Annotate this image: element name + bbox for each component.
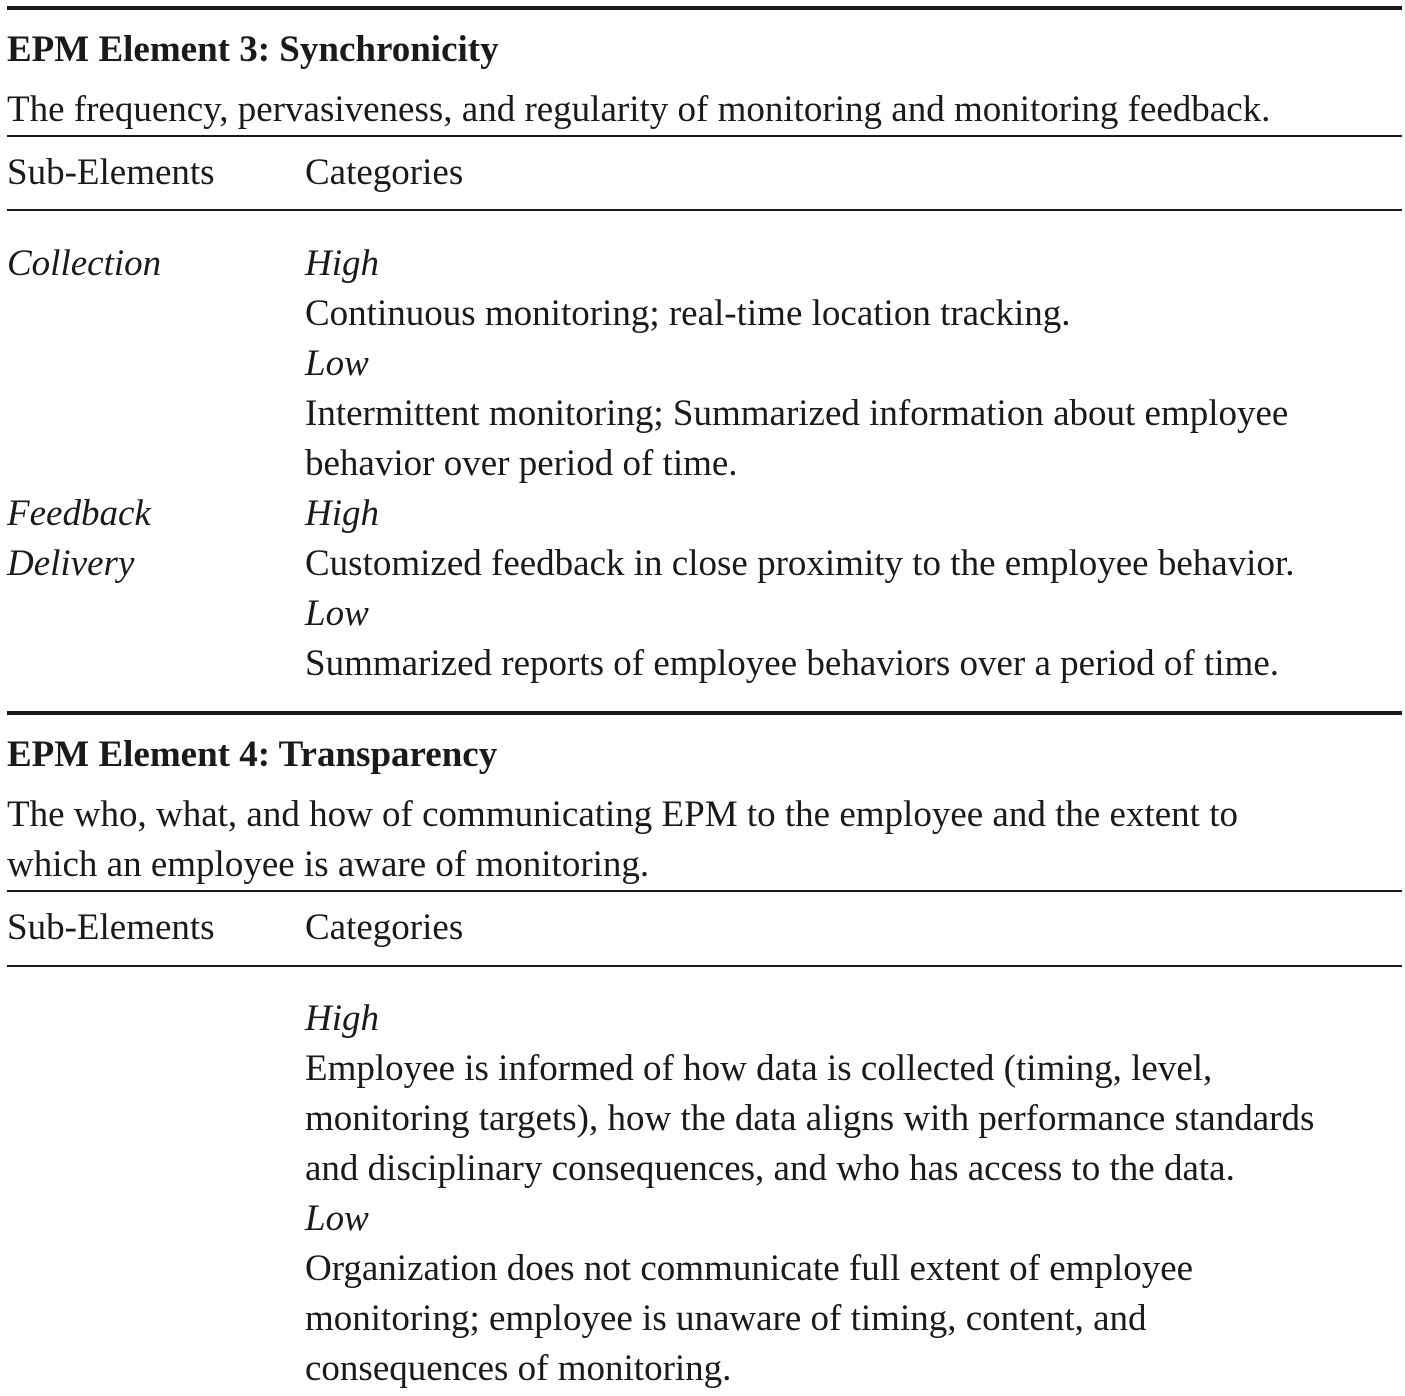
element4-header-categories: Categories <box>305 907 464 948</box>
element4-header-rule <box>7 965 1402 967</box>
collection-high-label: High <box>305 243 379 284</box>
sub-element-feedback-line1: Feedback <box>7 493 151 534</box>
collection-high-text: Continuous monitoring; real-time location tracking. <box>305 293 1071 334</box>
collection-low-label: Low <box>305 343 369 384</box>
feedback-low-label: Low <box>305 593 369 634</box>
feedback-high-label: High <box>305 493 379 534</box>
element4-title: EPM Element 4: Transparency <box>7 734 498 775</box>
feedback-high-text: Customized feedback in close proximity to the employee behavior. <box>305 543 1295 584</box>
transparency-high-text-line2: monitoring targets), how the data aligns with performance standards <box>305 1098 1315 1139</box>
transparency-high-label: High <box>305 998 379 1039</box>
element4-top-rule <box>7 711 1402 715</box>
transparency-high-text-line1: Employee is informed of how data is collected (timing, level, <box>305 1048 1213 1089</box>
element3-header-categories: Categories <box>305 152 464 193</box>
transparency-low-text-line1: Organization does not communicate full extent of employee <box>305 1248 1194 1289</box>
transparency-low-label: Low <box>305 1198 369 1239</box>
sub-element-collection: Collection <box>7 243 162 284</box>
transparency-high-text-line3: and disciplinary consequences, and who has access to the data. <box>305 1148 1235 1189</box>
element3-title: EPM Element 3: Synchronicity <box>7 29 499 70</box>
element4-description-line1: The who, what, and how of communicating EPM to the employee and the extent to <box>7 794 1238 835</box>
collection-low-text-line2: behavior over period of time. <box>305 443 738 484</box>
element4-description-line2: which an employee is aware of monitoring. <box>7 844 650 885</box>
element3-description: The frequency, pervasiveness, and regularity of monitoring and monitoring feedback. <box>7 89 1271 130</box>
element4-header-sub-elements: Sub-Elements <box>7 907 215 948</box>
element4-description-rule <box>7 890 1402 892</box>
transparency-low-text-line2: monitoring; employee is unaware of timing, content, and <box>305 1298 1147 1339</box>
element3-header-rule <box>7 209 1402 211</box>
element3-description-rule <box>7 135 1402 137</box>
transparency-low-text-line3: consequences of monitoring. <box>305 1348 732 1389</box>
collection-low-text-line1: Intermittent monitoring; Summarized information about employee <box>305 393 1289 434</box>
feedback-low-text: Summarized reports of employee behaviors over a period of time. <box>305 643 1280 684</box>
element3-header-sub-elements: Sub-Elements <box>7 152 215 193</box>
top-rule <box>7 6 1402 10</box>
sub-element-feedback-line2: Delivery <box>7 543 135 584</box>
